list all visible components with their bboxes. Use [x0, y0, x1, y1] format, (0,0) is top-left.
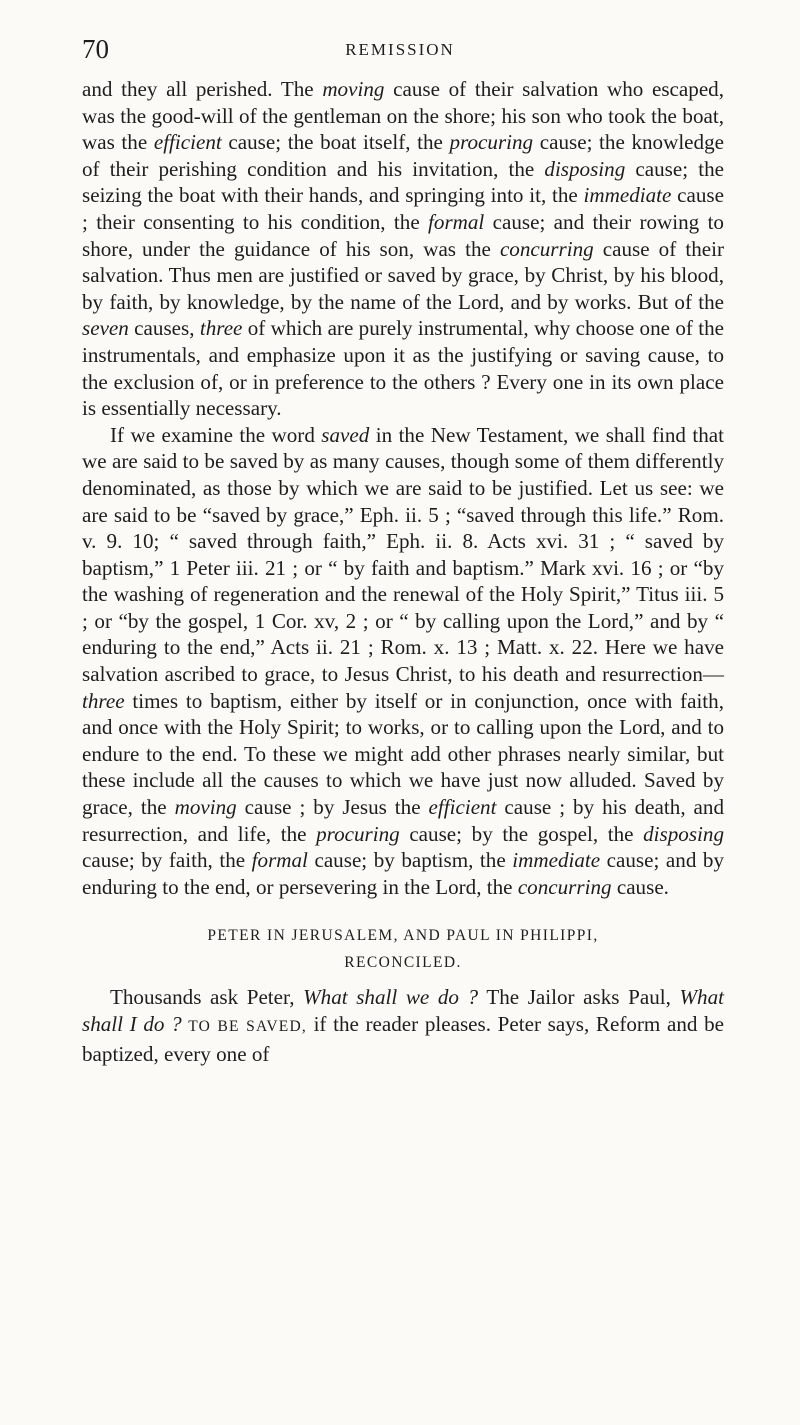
text-run: causes,	[128, 316, 200, 341]
text-run: cause; by faith, the	[82, 848, 252, 873]
running-title: REMISSION	[345, 40, 455, 59]
italic-run: formal	[428, 209, 485, 234]
italic-run: concurring	[499, 236, 594, 261]
text-run: cause; and their rowing to shore, under the guidance of his son, was the	[82, 209, 724, 261]
italic-run: immediate	[512, 848, 601, 873]
italic-run: What shall I do ?	[82, 985, 725, 1036]
italic-run: procuring	[449, 130, 534, 155]
text-run: cause; the boat itself, the	[221, 130, 450, 155]
text-run: cause of their salvation who escaped, was the good-will of the gentleman on the shore; his son who took the boat, was the	[82, 77, 724, 155]
text-run: Thousands ask Peter,	[110, 985, 304, 1010]
text-run: cause; the knowledge of their perishing condition and his invitation, the	[82, 130, 724, 181]
italic-run: efficient	[428, 795, 497, 820]
italic-run: efficient	[153, 130, 222, 155]
text-run: in the New Testament, we shall find that we are said to be saved by as many causes, though some of them differently denominated, as those by which we are said to be justified. Let us see: we are said to be “saved by grace,” Eph. ii. 5 ; “saved through this life.” Rom. v. 9. 10; “ saved through faith,” Eph. ii. 8. Acts xvi. 31 ; “ saved by baptism,” 1 Peter iii. 21 ; or “ by faith and baptism.” Mark xvi. 16 ; or “by the washing of regeneration and the renewal of the Holy Spirit,” Titus iii. 5 ; or “by the gospel, 1 Cor. xv, 2 ; or “ by calling upon the Lord,” and by “ enduring to the end,” Acts ii. 21 ; Rom. x. 13 ; Matt. x. 22. Here we have salvation ascribed to grace, to Jesus Christ, to his death and resurrection—	[82, 422, 724, 687]
text-run: if the reader pleases. Peter says, Reform and be baptized, every one of	[82, 1012, 724, 1066]
text-run: If we examine the word	[110, 422, 322, 447]
text-run: times to baptism, either by itself or in conjunction, once with faith, and once with the Holy Spirit; to works, or to calling upon the Lord, and to endure to the end. To these we might add other phrases nearly similar, but these include all the causes to which we have just now alluded. Saved by grace, the	[82, 688, 724, 820]
text-run: and they all perished. The	[82, 77, 323, 101]
italic-run: moving	[322, 77, 385, 101]
italic-run: three	[82, 688, 125, 713]
running-head	[82, 26, 718, 66]
text-run: cause ; their consenting to his condition, the	[82, 183, 724, 234]
italic-run: moving	[174, 795, 237, 820]
italic-run: disposing	[544, 156, 626, 181]
italic-run: immediate	[583, 183, 672, 208]
text-run: cause; and by enduring to the end, or persevering in the Lord, the	[82, 848, 724, 899]
italic-run: formal	[251, 848, 308, 873]
body-text	[82, 76, 724, 1067]
italic-run: three	[199, 316, 243, 341]
page-number: 70	[82, 34, 109, 64]
paragraph-3	[82, 984, 724, 1067]
text-run: cause; by the gospel, the	[399, 821, 644, 846]
text-run: cause.	[611, 874, 669, 899]
section-heading-line-2: RECONCILED.	[344, 954, 462, 972]
text-run: of which are purely instrumental, why choose one of the instrumentals, and emphasize upon it as the justifying or saving cause, to the exclusion of, or in preference to the others ? Every one in its own place is essentially necessary.	[82, 316, 724, 421]
text-run: cause ; by his death, and resurrection, and life, the	[82, 795, 724, 846]
text-run: The Jailor asks Paul,	[478, 985, 680, 1010]
text-run: cause; the seizing the boat with their hands, and springing into it, the	[82, 156, 724, 208]
paragraph-2	[82, 422, 724, 901]
text-run: cause ; by Jesus the	[236, 795, 429, 820]
text-run: cause; by baptism, the	[307, 848, 513, 873]
italic-run: saved	[321, 422, 370, 447]
italic-run: procuring	[316, 821, 400, 846]
text-run: cause of their salvation. Thus men are justified or saved by grace, by Christ, by his blood, by faith, by knowledge, by the name of the Lord, and by works. But of the	[82, 236, 724, 314]
italic-run: disposing	[643, 821, 724, 846]
italic-run: seven	[82, 316, 129, 341]
small-caps-run: TO BE SAVED,	[188, 1018, 307, 1035]
italic-run: concurring	[517, 874, 612, 899]
section-heading-line-1: PETER IN JERUSALEM, AND PAUL IN PHILIPPI,	[207, 927, 599, 945]
section-heading	[82, 922, 724, 976]
italic-run: What shall we do ?	[303, 985, 479, 1010]
paragraph-1	[82, 76, 724, 422]
